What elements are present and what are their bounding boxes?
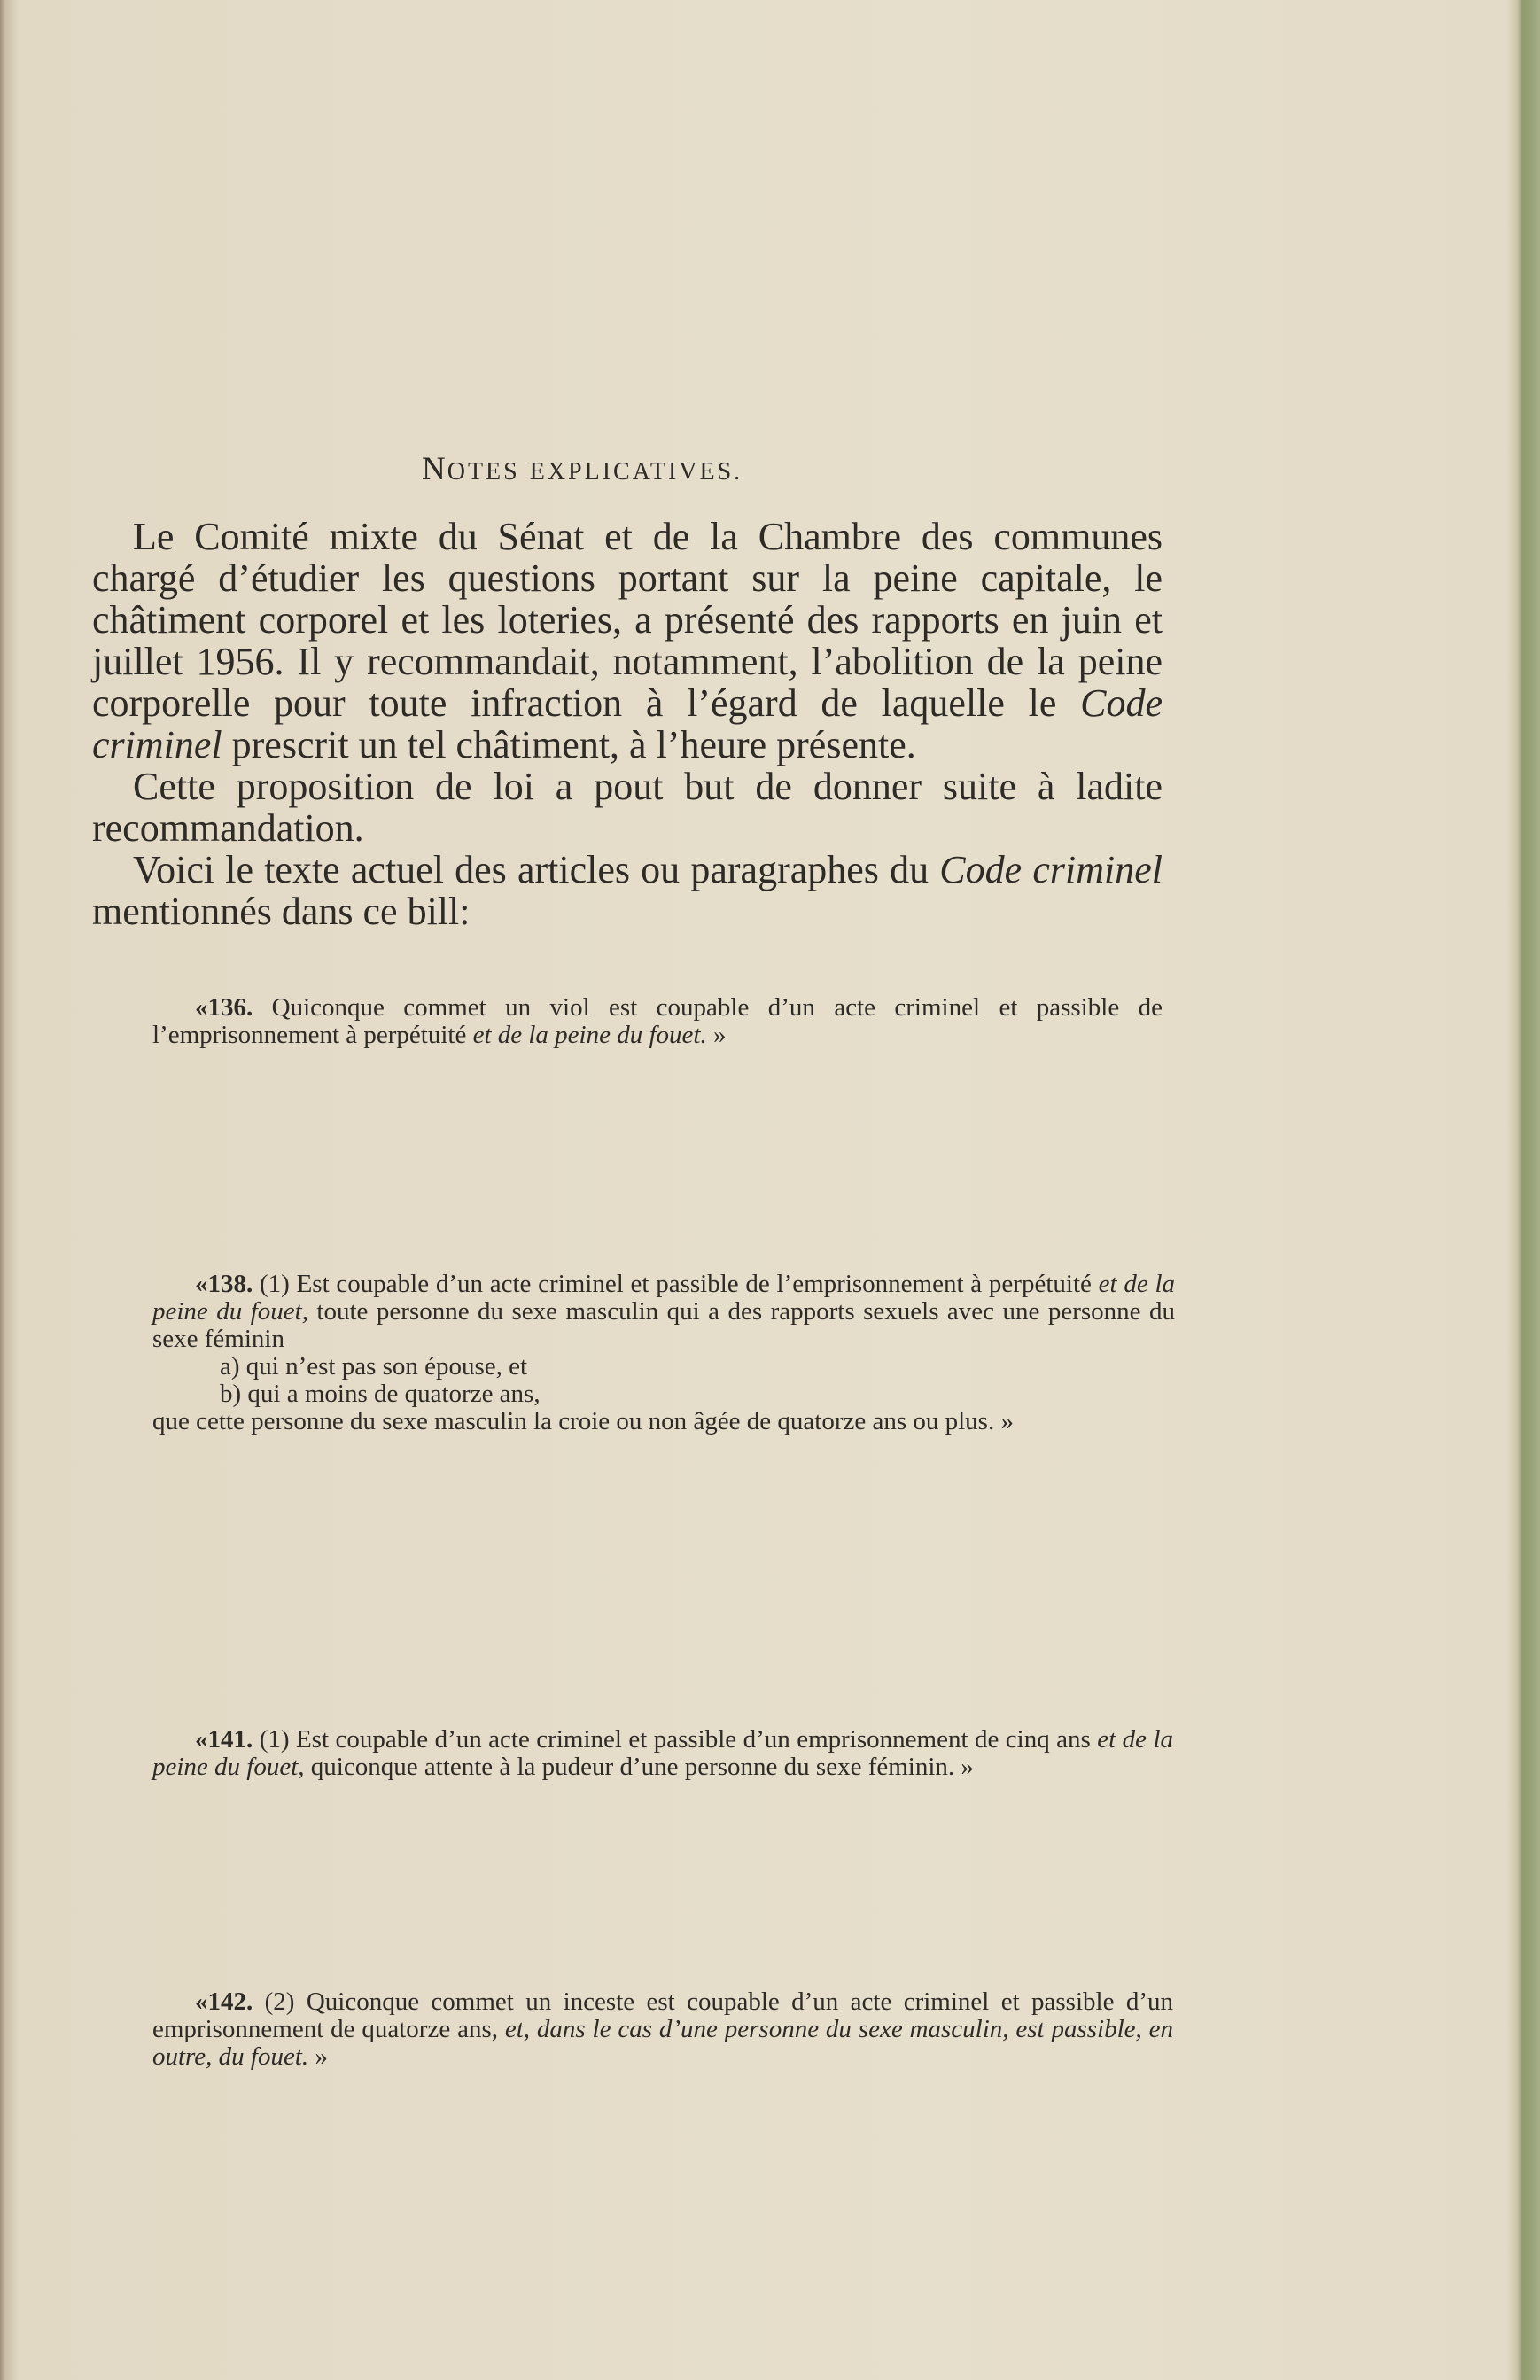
article-142 xyxy=(152,1987,1173,2071)
heading-initial: N xyxy=(422,451,447,487)
paragraph-3-start: Voici le texte actuel des articles ou paragraphes du xyxy=(133,848,940,891)
article-142-italic: et, dans le cas d’une personne du sexe masculin, est passible, en outre, du fouet. xyxy=(152,2015,1173,2071)
article-136-body: Quiconque commet un viol est coupable d’un acte criminel et passible de l’emprisonnement à perpétuité xyxy=(152,993,1163,1049)
paragraph-2 xyxy=(92,766,1163,849)
article-141-number: «141. xyxy=(195,1725,253,1754)
article-136-italic: et de la peine du fouet. xyxy=(472,1021,707,1049)
explanatory-notes-body xyxy=(92,516,1163,932)
article-138-closing: que cette personne du sexe masculin la croie ou non âgée de quatorze ans ou plus. » xyxy=(152,1407,1014,1435)
article-141-body: (1) Est coupable d’un acte criminel et passible d’un emprisonnement de cinq ans xyxy=(253,1725,1098,1754)
article-141 xyxy=(152,1725,1173,1781)
section-heading xyxy=(422,450,743,488)
paragraph-2-text: Cette proposition de loi a pout but de donner suite à ladite recommandation. xyxy=(92,765,1163,850)
article-138-body-2: toute personne du sexe masculin qui a des rapports sexuels avec une personne du sexe féminin xyxy=(152,1297,1175,1353)
paragraph-1-italic: Code criminel xyxy=(92,681,1163,766)
paragraph-3-end: mentionnés dans ce bill: xyxy=(92,890,471,933)
article-138-item-b: b) qui a moins de quatorze ans, xyxy=(220,1380,541,1408)
article-138-text xyxy=(152,1271,1175,1353)
article-141-end: quiconque attente à la pudeur d’une personne du sexe féminin. » xyxy=(304,1753,974,1781)
heading-word-rest: OTES xyxy=(447,458,520,486)
paragraph-1 xyxy=(92,516,1163,766)
article-142-number: «142. xyxy=(195,1987,253,2016)
article-142-body: (2) Quiconque commet un inceste est coupable d’un acte criminel et passible d’un emprisonnement de quatorze ans, xyxy=(152,1987,1173,2043)
article-136 xyxy=(152,993,1163,1049)
article-136-number: «136. xyxy=(195,993,253,1022)
paragraph-3 xyxy=(92,849,1163,932)
article-138-body: (1) Est coupable d’un acte criminel et passible de l’emprisonnement à perpétuité xyxy=(253,1270,1099,1298)
paragraph-1-end: prescrit un tel châtiment, à l’heure présente. xyxy=(222,723,916,766)
heading-word-second: EXPLICATIVES. xyxy=(529,458,743,486)
article-142-end: » xyxy=(308,2042,328,2071)
article-141-italic: et de la peine du fouet, xyxy=(152,1725,1173,1781)
paragraph-1-text: Le Comité mixte du Sénat et de la Chambre des communes chargé d’étudier les questions portant sur la peine capitale, le châtiment corporel et les loteries, a présenté des rapports en juin et juillet 1956. Il y recommandait, notamment, l’abolition de la peine corporelle pour toute infraction à l’égard de laquelle le xyxy=(92,515,1163,725)
article-138-italic: et de la peine du fouet, xyxy=(152,1270,1176,1326)
article-136-text xyxy=(152,994,1163,1049)
article-138-number: «138. xyxy=(195,1270,253,1298)
article-136-end: » xyxy=(706,1021,727,1049)
article-141-text xyxy=(152,1726,1173,1781)
article-138-item-a: a) qui n’est pas son épouse, et xyxy=(220,1352,528,1381)
article-142-text xyxy=(152,1988,1173,2071)
article-138 xyxy=(152,1270,1176,1435)
paragraph-3-italic: Code criminel xyxy=(939,848,1163,891)
